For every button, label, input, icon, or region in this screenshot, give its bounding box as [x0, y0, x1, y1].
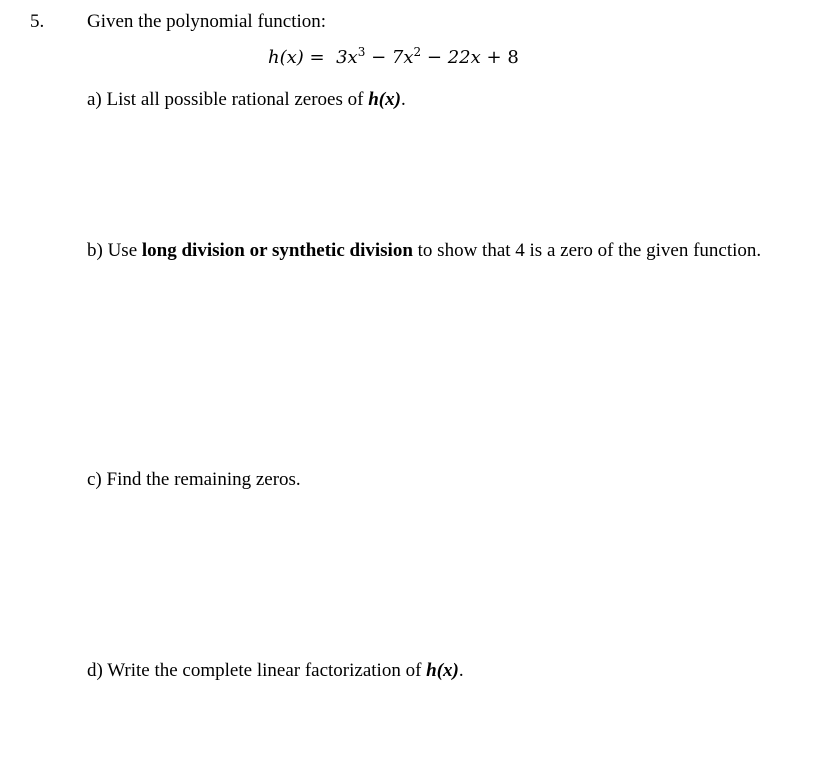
part-b-prefix: b) Use — [87, 240, 142, 261]
part-a-end: . — [400, 89, 406, 110]
question-intro: Given the polynomial function: — [87, 11, 327, 32]
part-d-prompt — [87, 661, 464, 680]
part-d-end: . — [458, 660, 464, 681]
part-a-prompt — [87, 90, 406, 109]
formula-op-plus: + — [486, 47, 502, 68]
part-b-prompt — [87, 241, 761, 260]
formula-equals: = — [309, 47, 325, 68]
part-a-function: h(x) — [368, 89, 401, 110]
part-d-function: h(x) — [426, 660, 459, 681]
formula-term-constant: 8 — [507, 47, 519, 68]
part-b-suffix: to show that 4 is a zero of the given function. — [412, 240, 762, 261]
part-c-prompt: c) Find the remaining zeros. — [87, 469, 301, 490]
polynomial-formula — [268, 45, 519, 68]
formula-term-linear: 22x — [447, 47, 481, 68]
formula-op-minus: − — [371, 47, 387, 68]
formula-op-minus: − — [426, 47, 442, 68]
formula-lhs: h(x) — [268, 47, 304, 68]
question-number: 5. — [30, 11, 45, 32]
formula-term-cubic: $3x^3$ — [336, 45, 366, 68]
part-d-text: d) Write the complete linear factorization of — [87, 660, 427, 681]
formula-term-quadratic: $7x^2$ — [391, 45, 422, 68]
part-b-bold-text: long division or synthetic division — [141, 240, 413, 261]
part-a-text: a) List all possible rational zeroes of — [87, 89, 369, 110]
